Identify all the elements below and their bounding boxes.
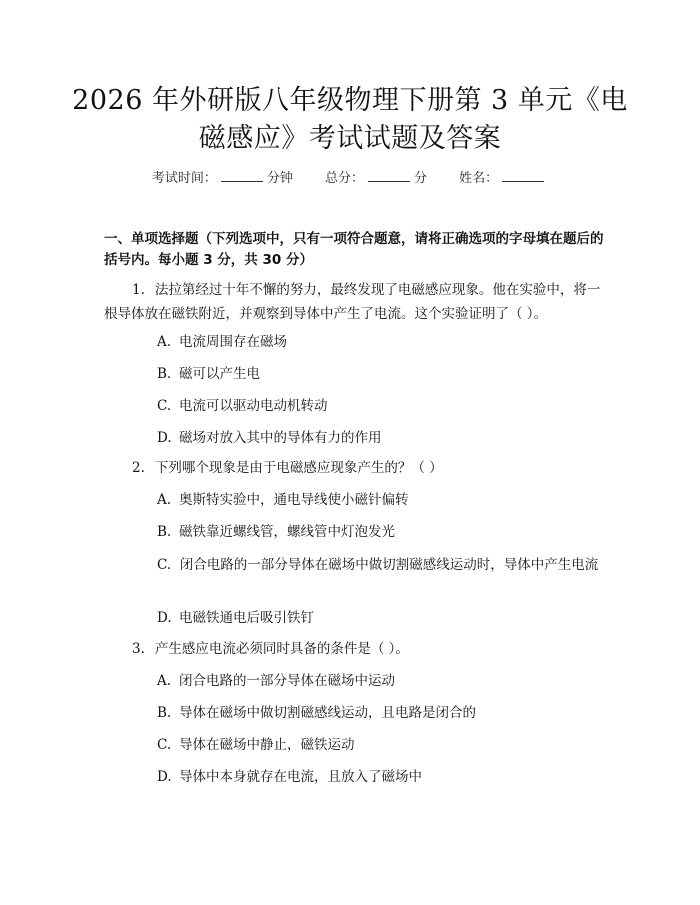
option-text: 导体在磁场中静止，磁铁运动 [179,737,355,753]
option-text: 闭合电路的一部分导体在磁场中做切割磁感线运动时，导体中产生电流 [179,557,599,573]
exam-time-unit: 分钟 [266,171,293,186]
option-letter: C. [157,398,172,414]
question-2 [104,456,604,480]
section-heading: 一、单项选择题（下列选项中，只有一项符合题意，请将正确选项的字母填在题后的括号内。每小题 3 分，共 30 分） [104,231,604,268]
question-3 [104,637,604,661]
document-title-line-1: 2026 年外研版八年级物理下册第 3 单元《电 [72,85,628,116]
option-letter: B. [157,524,172,540]
option-text: 电磁铁通电后吸引铁钉 [179,610,314,626]
question-3-option-b [157,701,604,725]
question-1-option-d [157,426,604,450]
option-letter: A. [157,492,172,508]
exam-time-blank[interactable] [221,169,263,182]
question-stem: 产生感应电流必须同时具备的条件是（ ）。 [154,641,409,657]
option-text: 磁场对放入其中的导体有力的作用 [179,430,382,446]
option-letter: A. [157,334,172,350]
total-score-field [325,169,427,188]
document-title [60,82,640,158]
question-number: 2. [132,460,145,476]
option-letter: A. [157,673,172,689]
total-score-unit: 分 [414,171,428,186]
question-number: 1. [132,282,145,298]
total-score-blank[interactable] [368,169,410,182]
option-text: 电流可以驱动电动机转动 [179,398,328,414]
option-letter: D. [157,769,172,785]
question-stem: 下列哪个现象是由于电磁感应现象产生的？（ ） [154,460,443,476]
question-2-option-b [157,520,604,544]
question-3-option-c [157,733,604,757]
document-title-line-2: 磁感应》考试试题及答案 [198,123,502,154]
question-2-option-a [157,488,604,512]
option-letter: D. [157,430,172,446]
question-3-option-d [157,765,604,789]
option-letter: C. [157,557,172,573]
option-text: 磁可以产生电 [179,366,260,382]
student-name-field [459,169,548,188]
option-letter: B. [157,705,172,721]
question-1-option-b [157,362,604,386]
total-score-label: 总分： [324,171,364,186]
exam-time-label: 考试时间： [151,171,217,186]
question-3-option-a [157,669,604,693]
option-text: 电流周围存在磁场 [179,334,287,350]
question-1-option-a [157,330,604,354]
question-1-option-c [157,394,604,418]
option-letter: D. [157,610,172,626]
question-number: 3. [132,641,145,657]
question-stem: 法拉第经过十年不懈的努力，最终发现了电磁感应现象。他在实验中，将一根导体放在磁铁附近，并观察到导体中产生了电流。这个实验证明了（ ）。 [104,282,601,322]
student-name-label: 姓名： [459,171,499,186]
question-2-option-c [104,553,604,577]
option-text: 奥斯特实验中，通电导线使小磁针偏转 [179,492,409,508]
question-1 [104,278,604,326]
exam-time-field [152,169,293,188]
option-letter: C. [157,737,172,753]
option-text: 导体中本身就存在电流，且放入了磁场中 [179,769,422,785]
question-2-option-d [157,606,604,630]
exam-meta-line [0,169,700,188]
option-text: 磁铁靠近螺线管，螺线管中灯泡发光 [179,524,395,540]
option-letter: B. [157,366,172,382]
option-text: 闭合电路的一部分导体在磁场中运动 [179,673,395,689]
student-name-blank[interactable] [502,169,544,182]
option-text: 导体在磁场中做切割磁感线运动，且电路是闭合的 [179,705,476,721]
